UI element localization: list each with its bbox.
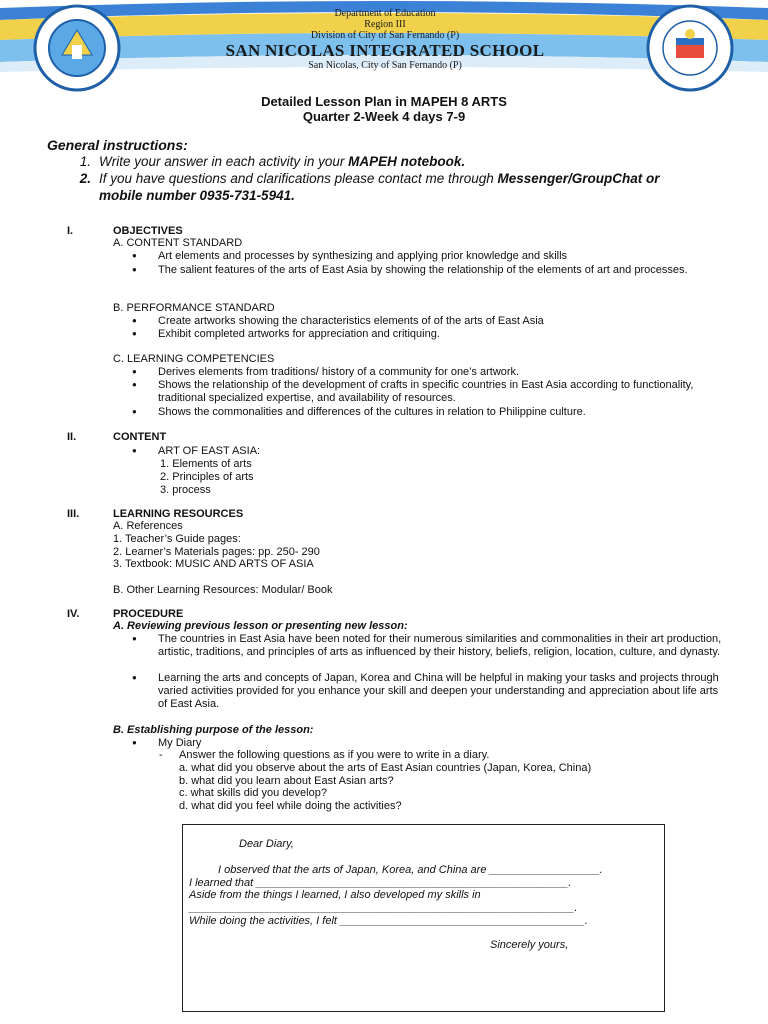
bullet: ● [132, 329, 137, 338]
general-instructions-heading: General instructions: [47, 137, 188, 153]
bullet: ● [132, 380, 137, 389]
diary-line: _______________________________________________________________. [189, 902, 578, 914]
section-number: I. [67, 225, 74, 237]
deped-seal-logo [648, 6, 732, 90]
question: d. what did you feel while doing the activities? [179, 800, 402, 812]
bullet: ● [132, 407, 137, 416]
section-heading: PROCEDURE [113, 608, 184, 620]
section-heading: OBJECTIVES [113, 225, 183, 237]
diary-line: I observed that the arts of Japan, Korea, and China are __________________. [218, 864, 603, 876]
dash-marker: - [159, 749, 163, 761]
list-item: My Diary [158, 737, 202, 749]
list-item: The salient features of the arts of East Asia by showing the relationship of the elements of art and processes. [158, 264, 688, 276]
bullet: ● [132, 367, 137, 376]
instruction-item: 1. Write your answer in each activity in your MAPEH notebook. [79, 154, 466, 169]
section-number: IV. [67, 608, 80, 620]
section-heading: LEARNING RESOURCES [113, 508, 244, 520]
diary-salutation: Dear Diary, [239, 838, 294, 850]
diary-line: Aside from the things I learned, I also developed my skills in [189, 889, 481, 901]
list-item: Exhibit completed artworks for appreciation and critiquing. [158, 328, 440, 340]
diary-line: While doing the activities, I felt ________________________________________. [189, 915, 588, 927]
question: a. what did you observe about the arts of East Asian countries (Japan, Korea, China) [179, 762, 592, 774]
section-number: II. [67, 431, 77, 443]
school-seal-logo [35, 6, 119, 90]
school-name: SAN NICOLAS INTEGRATED SCHOOL [225, 41, 545, 60]
list-item: Derives elements from traditions/ history of a community for one’s artwork. [158, 366, 520, 378]
resource-line: 1. Teacher’s Guide pages: [113, 533, 241, 545]
letterhead [0, 0, 768, 95]
subsection-label: B. Establishing purpose of the lesson: [113, 724, 314, 736]
subsection-label: B. PERFORMANCE STANDARD [113, 302, 275, 314]
list-item: Shows the commonalities and differences of the cultures in relation to Philippine culture. [158, 406, 586, 418]
bullet: ● [132, 265, 137, 274]
bullet: ● [132, 673, 137, 682]
list-item: ART OF EAST ASIA: [158, 445, 261, 457]
resource-line: A. References [113, 520, 183, 532]
school-address: San Nicolas, City of San Fernando (P) [308, 60, 462, 71]
letterhead-text [190, 8, 580, 71]
list-item: Create artworks showing the characteristics elements of of the arts of East Asia [158, 315, 544, 327]
question: c. what skills did you develop? [179, 787, 327, 799]
numbered-item: 1. Elements of arts [160, 458, 252, 470]
diary-closing: Sincerely yours, [490, 939, 569, 951]
bullet: ● [132, 738, 137, 747]
subsection-label: A. Reviewing previous lesson or presenting new lesson: [113, 620, 408, 632]
instruction-item: 2. If you have questions and clarifications please contact me through Messenger/GroupChat or mobile number 0935-731-5941. [79, 171, 660, 203]
resource-line: 3. Textbook: MUSIC AND ARTS OF ASIA [113, 558, 314, 570]
general-instructions [47, 137, 737, 204]
numbered-item: 3. process [160, 484, 211, 496]
subsection-label: A. CONTENT STANDARD [113, 237, 243, 249]
numbered-item: 2. Principles of arts [160, 471, 254, 483]
resource-line: 2. Learner’s Materials pages: pp. 250- 290 [113, 546, 320, 558]
bullet: ● [132, 446, 137, 455]
region-name: Region III [364, 19, 406, 30]
list-item: Shows the relationship of the development of crafts in specific countries in East Asia according to functionality, traditional specialized expertise, and availability of resources. [158, 379, 694, 404]
list-item: Learning the arts and concepts of Japan, Korea and China will be helpful in making your tasks and projects through varied activities provided for you enhance your skill and deepen your understanding and appreciation about life arts of East Asia. [158, 672, 719, 710]
instruction-text: Answer the following questions as if you were to write in a diary. [179, 749, 490, 761]
doc-title-line1: Detailed Lesson Plan in MAPEH 8 ARTS [261, 94, 507, 109]
bullet: ● [132, 251, 137, 260]
diary-line: I learned that ___________________________________________________. [189, 877, 572, 889]
list-item: The countries in East Asia have been noted for their numerous similarities and commonalities in their art production, artistic, traditions, and principles of arts as influenced by their history, beliefs, religion, location, culture, and dynasty. [158, 633, 722, 658]
doc-title-line2: Quarter 2-Week 4 days 7-9 [302, 109, 466, 124]
section-heading: CONTENT [113, 431, 167, 443]
bullet: ● [132, 634, 137, 643]
diary-box [182, 824, 665, 1012]
dept-name: Department of Education [334, 8, 436, 19]
question: b. what did you learn about East Asian arts? [179, 775, 394, 787]
section-number: III. [67, 508, 80, 520]
bullet: ● [132, 316, 137, 325]
resource-line: B. Other Learning Resources: Modular/ Book [113, 584, 333, 596]
list-item: Art elements and processes by synthesizing and applying prior knowledge and skills [158, 250, 568, 262]
division-name: Division of City of San Fernando (P) [310, 30, 460, 41]
subsection-label: C. LEARNING COMPETENCIES [113, 353, 275, 365]
